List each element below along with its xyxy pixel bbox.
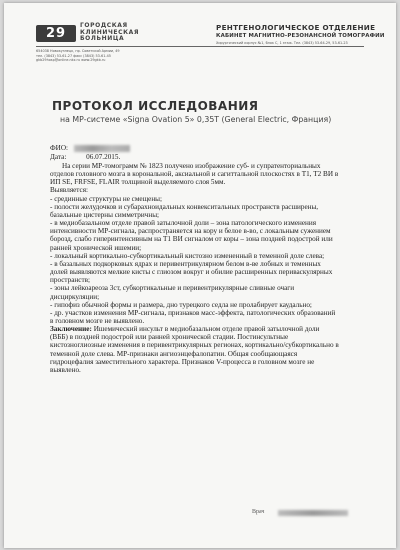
body-line: интенсивности МР-сигнала, распространяется на кору и белое в-во, с локальным сужением: [50, 227, 331, 236]
department-block: [216, 23, 385, 45]
body-line: в головном мозге не выявлено.: [50, 316, 145, 325]
hospital-name-line: БОЛЬНИЦА: [80, 35, 125, 42]
header-divider: [36, 46, 364, 47]
address-line: тел. (3843) 53-61-27 факс (3843) 53-61-45: [36, 53, 111, 58]
conclusion-line: кистозноглиозные изменения в перивентрикулярных регионах, кортикально/субкортикально в: [50, 341, 339, 350]
date-value: 06.07.2015.: [86, 153, 121, 161]
address-line: gkb29hosp@online.nkz.ru www.29gkb.ru: [36, 58, 106, 63]
protocol-subtitle: на МР-системе «Signa Ovation 5» 0,35T (General Electric, Франция): [60, 115, 332, 124]
body-line: базальные цистерны симметричны;: [50, 210, 160, 219]
signature-area: [252, 509, 347, 517]
body-line: - локальный кортикально-субкортикальный кистозно измененный в теменной доле слева;: [50, 251, 325, 260]
body-line: долей выявляются мелкие кисты с глиозом вокруг и обилие расширенных периваскулярных: [50, 268, 333, 277]
protocol-title: ПРОТОКОЛ ИССЛЕДОВАНИЯ: [52, 99, 259, 113]
document-page: [4, 3, 396, 548]
department-title: РЕНТГЕНОЛОГИЧЕСКОЕ ОТДЕЛЕНИЕ: [216, 23, 376, 32]
date-label: Дата:: [50, 153, 67, 161]
hospital-logo: 29: [36, 25, 76, 42]
hospital-address: [36, 49, 120, 63]
conclusion-text: Ишемический инсульт в медиобазальном отделе правой затылочной доли: [91, 325, 320, 334]
hospital-name: [80, 23, 139, 43]
body-line: - в медиобазальном отделе правой затылочной доли – зона патологического изменения: [50, 219, 317, 228]
department-address: Хирургический корпус №1, блок С, 1 этаж. Тел. (3843) 53-64-29, 53-61-23: [216, 41, 348, 45]
patient-name-row: [50, 144, 130, 152]
body-line: На серии МР-томограмм № 1823 получено изображение суб- и супратенториальных: [62, 162, 321, 170]
body-line: ранней хронической ишемии;: [50, 243, 142, 252]
body-line: борозд, слабо гиперинтенсивным на Т1 ВИ сигналом от коры – зона поздней подострой или: [50, 235, 333, 244]
body-line: - срединные структуры не смещены;: [50, 194, 163, 203]
body-line: ИП SE, FRFSE, FLAIR толщиной выделяемого слоя 5мм.: [50, 178, 226, 187]
conclusion-line: теменной доле слева. МР-признаки ангиоэнцефалопатии. Общая сообщающаяся: [50, 349, 298, 358]
hospital-name-line: ГОРОДСКАЯ: [80, 22, 128, 29]
body-line: Выявляется:: [50, 186, 89, 195]
address-line: 654038 Новокузнецк, пр. Советской Армии, 49: [36, 49, 120, 53]
conclusion-line: (ВББ) в поздней подострой или ранней хронической стадии. Постинсультные: [50, 333, 289, 342]
body-line: - гипофиз обычной формы и размера, дно турецкого седла не пролабирует каудально;: [50, 300, 312, 309]
date-row: [50, 153, 120, 161]
redacted-name: [74, 145, 130, 152]
body-line: - в базальных подкорковых ядрах и перивентрикулярном белом в-ве лобных и теменных: [50, 259, 321, 268]
body-line: - др. участков изменения МР-сигнала, признаков масс-эффекта, патологических образований: [50, 308, 336, 317]
body-line: пространств;: [50, 276, 90, 285]
hospital-name-line: КЛИНИЧЕСКАЯ: [80, 28, 140, 36]
conclusion-line: выявлено.: [50, 365, 81, 374]
conclusion-line: гидроцефалия заместительного характера. Признаков V-процесса в головном мозге не: [50, 357, 315, 366]
conclusion-label: Заключение:: [50, 325, 92, 334]
fio-label: ФИО:: [50, 144, 69, 152]
protocol-body: [50, 162, 370, 374]
signature-label: Врач: [252, 509, 265, 515]
body-line: - зоны лейкоареоза 3ст, субкортикальные и перивентрикулярные сливные очаги: [50, 284, 295, 293]
body-line: дисциркуляции;: [50, 292, 100, 301]
redacted-signature: [278, 510, 348, 516]
department-subtitle: КАБИНЕТ МАГНИТНО-РЕЗОНАНСНОЙ ТОМОГРАФИИ: [216, 33, 385, 39]
body-line: - полости желудочков и субарахноидальных конвекситальных пространств расширены,: [50, 202, 319, 211]
body-line: отделов головного мозга в корональной, аксиальной и сагиттальной плоскостях в Т1, Т2 ВИ в: [50, 170, 339, 179]
conclusion-line: [50, 325, 370, 333]
